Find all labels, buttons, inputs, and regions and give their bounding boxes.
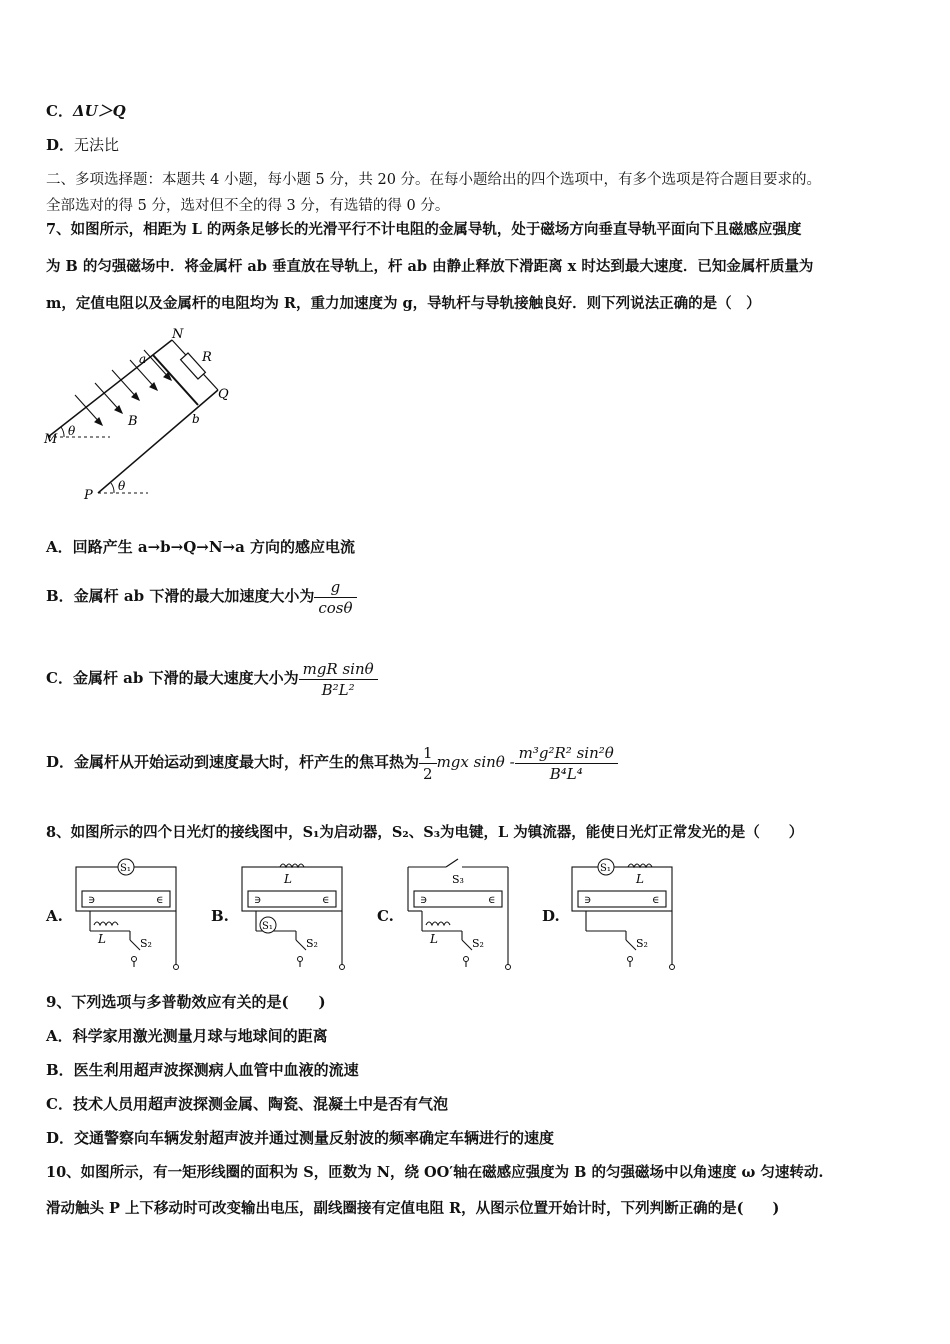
svg-text:∋: ∋ — [584, 895, 592, 906]
angle-arc-m — [61, 427, 64, 437]
q7-option-b: B．金属杆 ab 下滑的最大加速度大小为 $\frac{g}{\cos\theta}$ — [46, 574, 357, 618]
q7-figure-inclined-rails — [40, 325, 240, 505]
label-q: Q — [218, 387, 229, 402]
q6-option-d: D．无法比 — [46, 136, 120, 154]
rail-lower — [98, 390, 218, 493]
q7-option-d-half: $\frac{1}{2}$ — [419, 743, 437, 784]
q7-option-c-fraction: $\frac{\text{mgR sinθ}}{\text{B²L²}}$ — [299, 659, 378, 700]
svg-text:∈: ∈ — [652, 895, 660, 906]
label-b-field: B — [128, 414, 138, 429]
svg-text:∈: ∈ — [322, 895, 330, 906]
svg-text:∈: ∈ — [488, 895, 496, 906]
label-m: M — [44, 432, 58, 447]
q8-label-d: D. — [542, 907, 560, 925]
section2-line2: 全部选对的得 5 分，选对但不全的得 3 分，有选错的得 0 分。 — [46, 198, 450, 214]
q10-stem-line1: 10、如图所示，有一矩形线圈的面积为 S，匝数为 N，绕 OO′轴在磁感应强度为 B 的匀强磁场中以角速度 ω 匀速转动. — [46, 1164, 824, 1181]
q6-option-c: C．ΔU＞Q — [46, 102, 126, 120]
svg-text:∋: ∋ — [420, 895, 428, 906]
q7-stem-line2: 为 B 的匀强磁场中．将金属杆 ab 垂直放在导轨上，杆 ab 由静止释放下滑距离 x 时达到最大速度．已知金属杆质量为 — [46, 258, 814, 275]
q7-stem-line3: m，定值电阻以及金属杆的电阻均为 R，重力加速度为 g，导轨杆与导轨接触良好．则下列说法正确的是（ ） — [46, 295, 761, 312]
q9-option-a: A．科学家用激光测量月球与地球间的距离 — [46, 1027, 328, 1045]
angle-arc-p — [111, 483, 114, 493]
label-a: a — [139, 352, 147, 366]
svg-text:∋: ∋ — [254, 895, 262, 906]
q8-label-a: A. — [46, 907, 63, 925]
q8-circuit-a — [70, 855, 185, 970]
svg-text:L: L — [284, 872, 292, 886]
q10-stem-line2: 滑动触头 P 上下移动时可改变输出电压，副线圈接有定值电阻 R，从图示位置开始计时，下列判断正确的是( ) — [46, 1200, 780, 1217]
q8-circuit-b — [236, 855, 351, 970]
magnetic-field-arrows — [75, 350, 171, 425]
svg-text:L: L — [98, 932, 106, 946]
svg-text:S₂: S₂ — [306, 937, 318, 950]
q8-label-c: C. — [377, 907, 394, 925]
svg-text:S₂: S₂ — [636, 937, 648, 950]
svg-text:∋: ∋ — [88, 895, 96, 906]
q8-stem: 8、如图所示的四个日光灯的接线图中，S₁为启动器，S₂、S₃为电键，L 为镇流器，能使日光灯正常发光的是（ ） — [46, 824, 804, 841]
label-theta-p: θ — [118, 479, 126, 493]
label-n: N — [172, 327, 184, 342]
label-b-rod: b — [192, 412, 200, 426]
svg-text:S₂: S₂ — [140, 937, 152, 950]
q8-circuit-d — [566, 855, 681, 970]
svg-text:S₂: S₂ — [472, 937, 484, 950]
q7-option-c: C．金属杆 ab 下滑的最大速度大小为 $\frac{\text{mgR sinθ}}{\text{B²L²}}$ — [46, 656, 378, 700]
svg-text:S₃: S₃ — [452, 873, 464, 886]
svg-text:S₁: S₁ — [120, 863, 131, 874]
q7-option-d-fraction: $\frac{\text{m³g²R² sin²θ}}{\text{B⁴L⁴}}$ — [515, 743, 618, 784]
q7-option-d: D．金属杆从开始运动到速度最大时，杆产生的焦耳热为 $\frac{1}{2}$ mgx sinθ - $\frac{\text{m³g²R² sin²θ}}{\text{B⁴L⁴}}$ — [46, 740, 618, 784]
section2-line1: 二、多项选择题：本题共 4 小题，每小题 5 分，共 20 分。在每小题给出的四个选项中，有多个选项是符合题目要求的。 — [46, 172, 822, 188]
q8-circuit-c — [402, 855, 517, 970]
svg-text:S₁: S₁ — [262, 921, 273, 932]
q9-option-c: C．技术人员用超声波探测金属、陶瓷、混凝土中是否有气泡 — [46, 1095, 448, 1113]
q9-option-d: D．交通警察向车辆发射超声波并通过测量反射波的频率确定车辆进行的速度 — [46, 1129, 555, 1147]
q8-label-b: B. — [211, 907, 229, 925]
svg-text:L: L — [636, 872, 644, 886]
q9-stem: 9、下列选项与多普勒效应有关的是( ) — [46, 993, 326, 1011]
q7-stem-line1: 7、如图所示，相距为 L 的两条足够长的光滑平行不计电阻的金属导轨，处于磁场方向垂直导轨平面向下且磁感应强度 — [46, 221, 802, 238]
svg-text:S₁: S₁ — [600, 863, 611, 874]
q7-option-a: A．回路产生 a→b→Q→N→a 方向的感应电流 — [46, 538, 356, 556]
svg-text:L: L — [430, 932, 438, 946]
q9-option-b: B．医生利用超声波探测病人血管中血液的流速 — [46, 1061, 359, 1079]
label-theta-m: θ — [68, 424, 76, 438]
label-r: R — [202, 350, 212, 365]
svg-text:∈: ∈ — [156, 895, 164, 906]
q7-option-b-fraction: $\frac{g}{\cos\theta}$ — [314, 577, 356, 618]
label-p: P — [84, 488, 93, 503]
